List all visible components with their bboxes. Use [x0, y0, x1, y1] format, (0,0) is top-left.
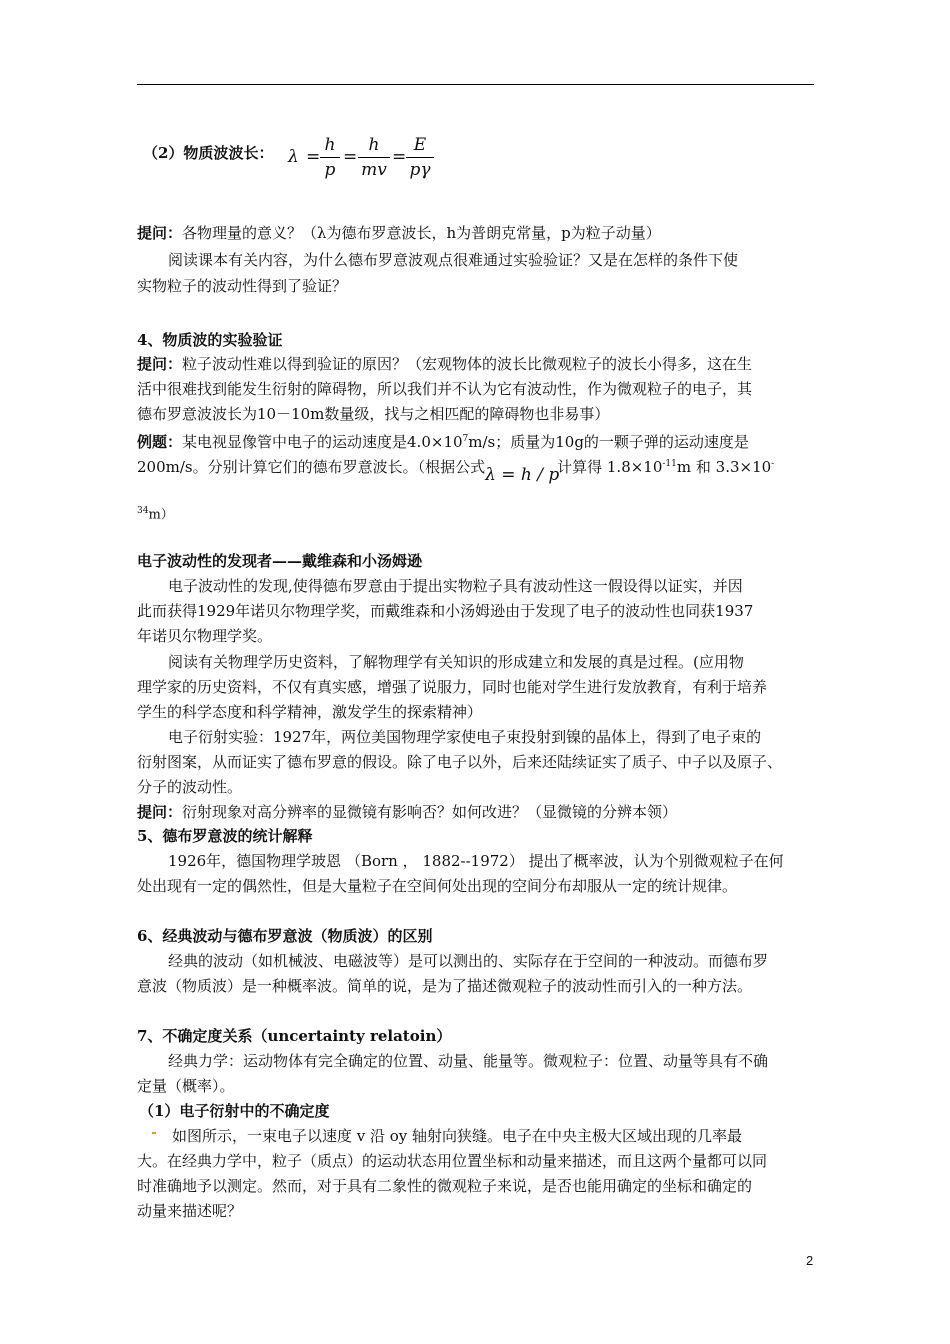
example-line: $^{34}$m）	[137, 506, 174, 523]
para-line: 分子的波动性。	[137, 778, 243, 796]
question-2-line: 活中很难找到能发生衍射的障碍物，所以我们并不认为它有波动性，作为微观粒子的电子，其	[137, 380, 753, 398]
para-line: 电子衍射实验：1927年，两位美国物理学家使电子束投射到镍的晶体上，得到了电子束的	[168, 728, 762, 746]
formula-frac-h-mv: h mv	[358, 135, 390, 180]
question-2-line: 德布罗意波波长为10－10m数量级，找与之相匹配的障碍物也非易事）	[137, 405, 610, 423]
para-line: 经典的波动（如机械波、电磁波等）是可以测出的、实际存在于空间的一种波动。而德布罗	[168, 952, 769, 970]
section-6-heading: 6、经典波动与德布罗意波（物质波）的区别	[137, 927, 433, 945]
para-line: 衍射图案，从而证实了德布罗意的假设。除了电子以外，后来还陆续证实了质子、中子以及原子、	[137, 753, 783, 771]
question-1: 提问：各物理量的意义？（λ为德布罗意波长，h为普朗克常量，p为粒子动量）	[137, 224, 661, 242]
para-line: 阅读有关物理学历史资料，了解物理学有关知识的形成建立和发展的真是过程。(应用物	[168, 653, 744, 671]
para-line: 定量（概率）。	[137, 1077, 235, 1095]
subsection-heading: （1）电子衍射中的不确定度	[139, 1102, 330, 1120]
para-line: 处出现有一定的偶然性，但是大量粒子在空间何处出现的空间分布却服从一定的统计规律。	[137, 877, 738, 895]
para-line: 理学家的历史资料，不仅有真实感，增强了说服力，同时也能对学生进行发放教育，有利于培养	[137, 678, 768, 696]
question-2: 提问：粒子波动性难以得到验证的原因？（宏观物体的波长比微观粒子的波长小得多，这在生	[137, 355, 753, 373]
para-line: 动量来描述呢？	[137, 1202, 243, 1220]
para-line: 学生的科学态度和科学精神，激发学生的探索精神）	[137, 703, 483, 721]
para-line: 电子波动性的发现,使得德布罗意由于提出实物粒子具有波动性这一假设得以证实，并因	[168, 577, 743, 595]
example-line: 例题：某电视显像管中电子的运动速度是$4.0\times 10^7m/s$；质量为10g的一颗子弹的运动速度是	[137, 433, 749, 451]
para-line: 意波（物质波）是一种概率波。简单的说，是为了描述微观粒子的波动性而引入的一种方法。	[137, 977, 753, 995]
para-line: 经典力学：运动物体有完全确定的位置、动量、能量等。微观粒子：位置、动量等具有不确	[168, 1052, 769, 1070]
edit-mark	[152, 1132, 156, 1134]
section-7-heading: 7、不确定度关系（uncertainty relatoin）	[137, 1027, 452, 1045]
question-3: 提问：衍射现象对高分辨率的显微镜有影响否？如何改进？（显微镜的分辨本领）	[137, 803, 678, 821]
example-line: 200m/s。分别计算它们的德布罗意波长。（根据公式λ = h / p计算得 $1.8\times 10^{-11}m$ 和 3.3×10-	[137, 458, 775, 485]
formula-eq2: =	[343, 147, 358, 167]
para-line: 1926年，德国物理学玻恩 （Born ， 1882--1972） 提出了概率波，认为个别微观粒子在何	[168, 852, 784, 870]
page-number: 2	[806, 1253, 814, 1268]
para-line: 年诺贝尔物理学奖。	[137, 627, 273, 645]
example-formula: λ = h / p	[485, 465, 560, 485]
para-line: 此而获得1929年诺贝尔物理学奖，而戴维森和小汤姆逊由于发现了电子的波动性也同获1937	[137, 602, 754, 620]
section-heading: （2）物质波波长：	[143, 144, 274, 162]
formula-frac-E-pgamma: E pγ	[406, 135, 434, 180]
formula-frac-h-p: h p	[320, 135, 340, 180]
section-4-heading: 4、物质波的实验验证	[137, 331, 283, 349]
read-line: 阅读课本有关内容，为什么德布罗意波观点很难通过实验验证？又是在怎样的条件下使	[168, 251, 739, 269]
header-rule	[137, 84, 814, 85]
discovery-heading: 电子波动性的发现者——戴维森和小汤姆逊	[137, 552, 423, 570]
formula-eq: =	[306, 147, 321, 167]
para-line: 时准确地予以测定。然而，对于具有二象性的微观粒子来说，是否也能用确定的坐标和确定的	[137, 1177, 753, 1195]
para-line: 大。在经典力学中，粒子（质点）的运动状态用位置坐标和动量来描述，而且这两个量都可以同	[137, 1152, 768, 1170]
para-line: 如图所示，一束电子以速度 v 沿 oy 轴射向狭缝。电子在中央主极大区域出现的几率最	[172, 1127, 743, 1145]
section-5-heading: 5、德布罗意波的统计解释	[137, 827, 313, 845]
formula-eq3: =	[392, 147, 407, 167]
formula-lambda: λ	[288, 147, 299, 167]
read-line: 实物粒子的波动性得到了验证？	[137, 277, 348, 295]
